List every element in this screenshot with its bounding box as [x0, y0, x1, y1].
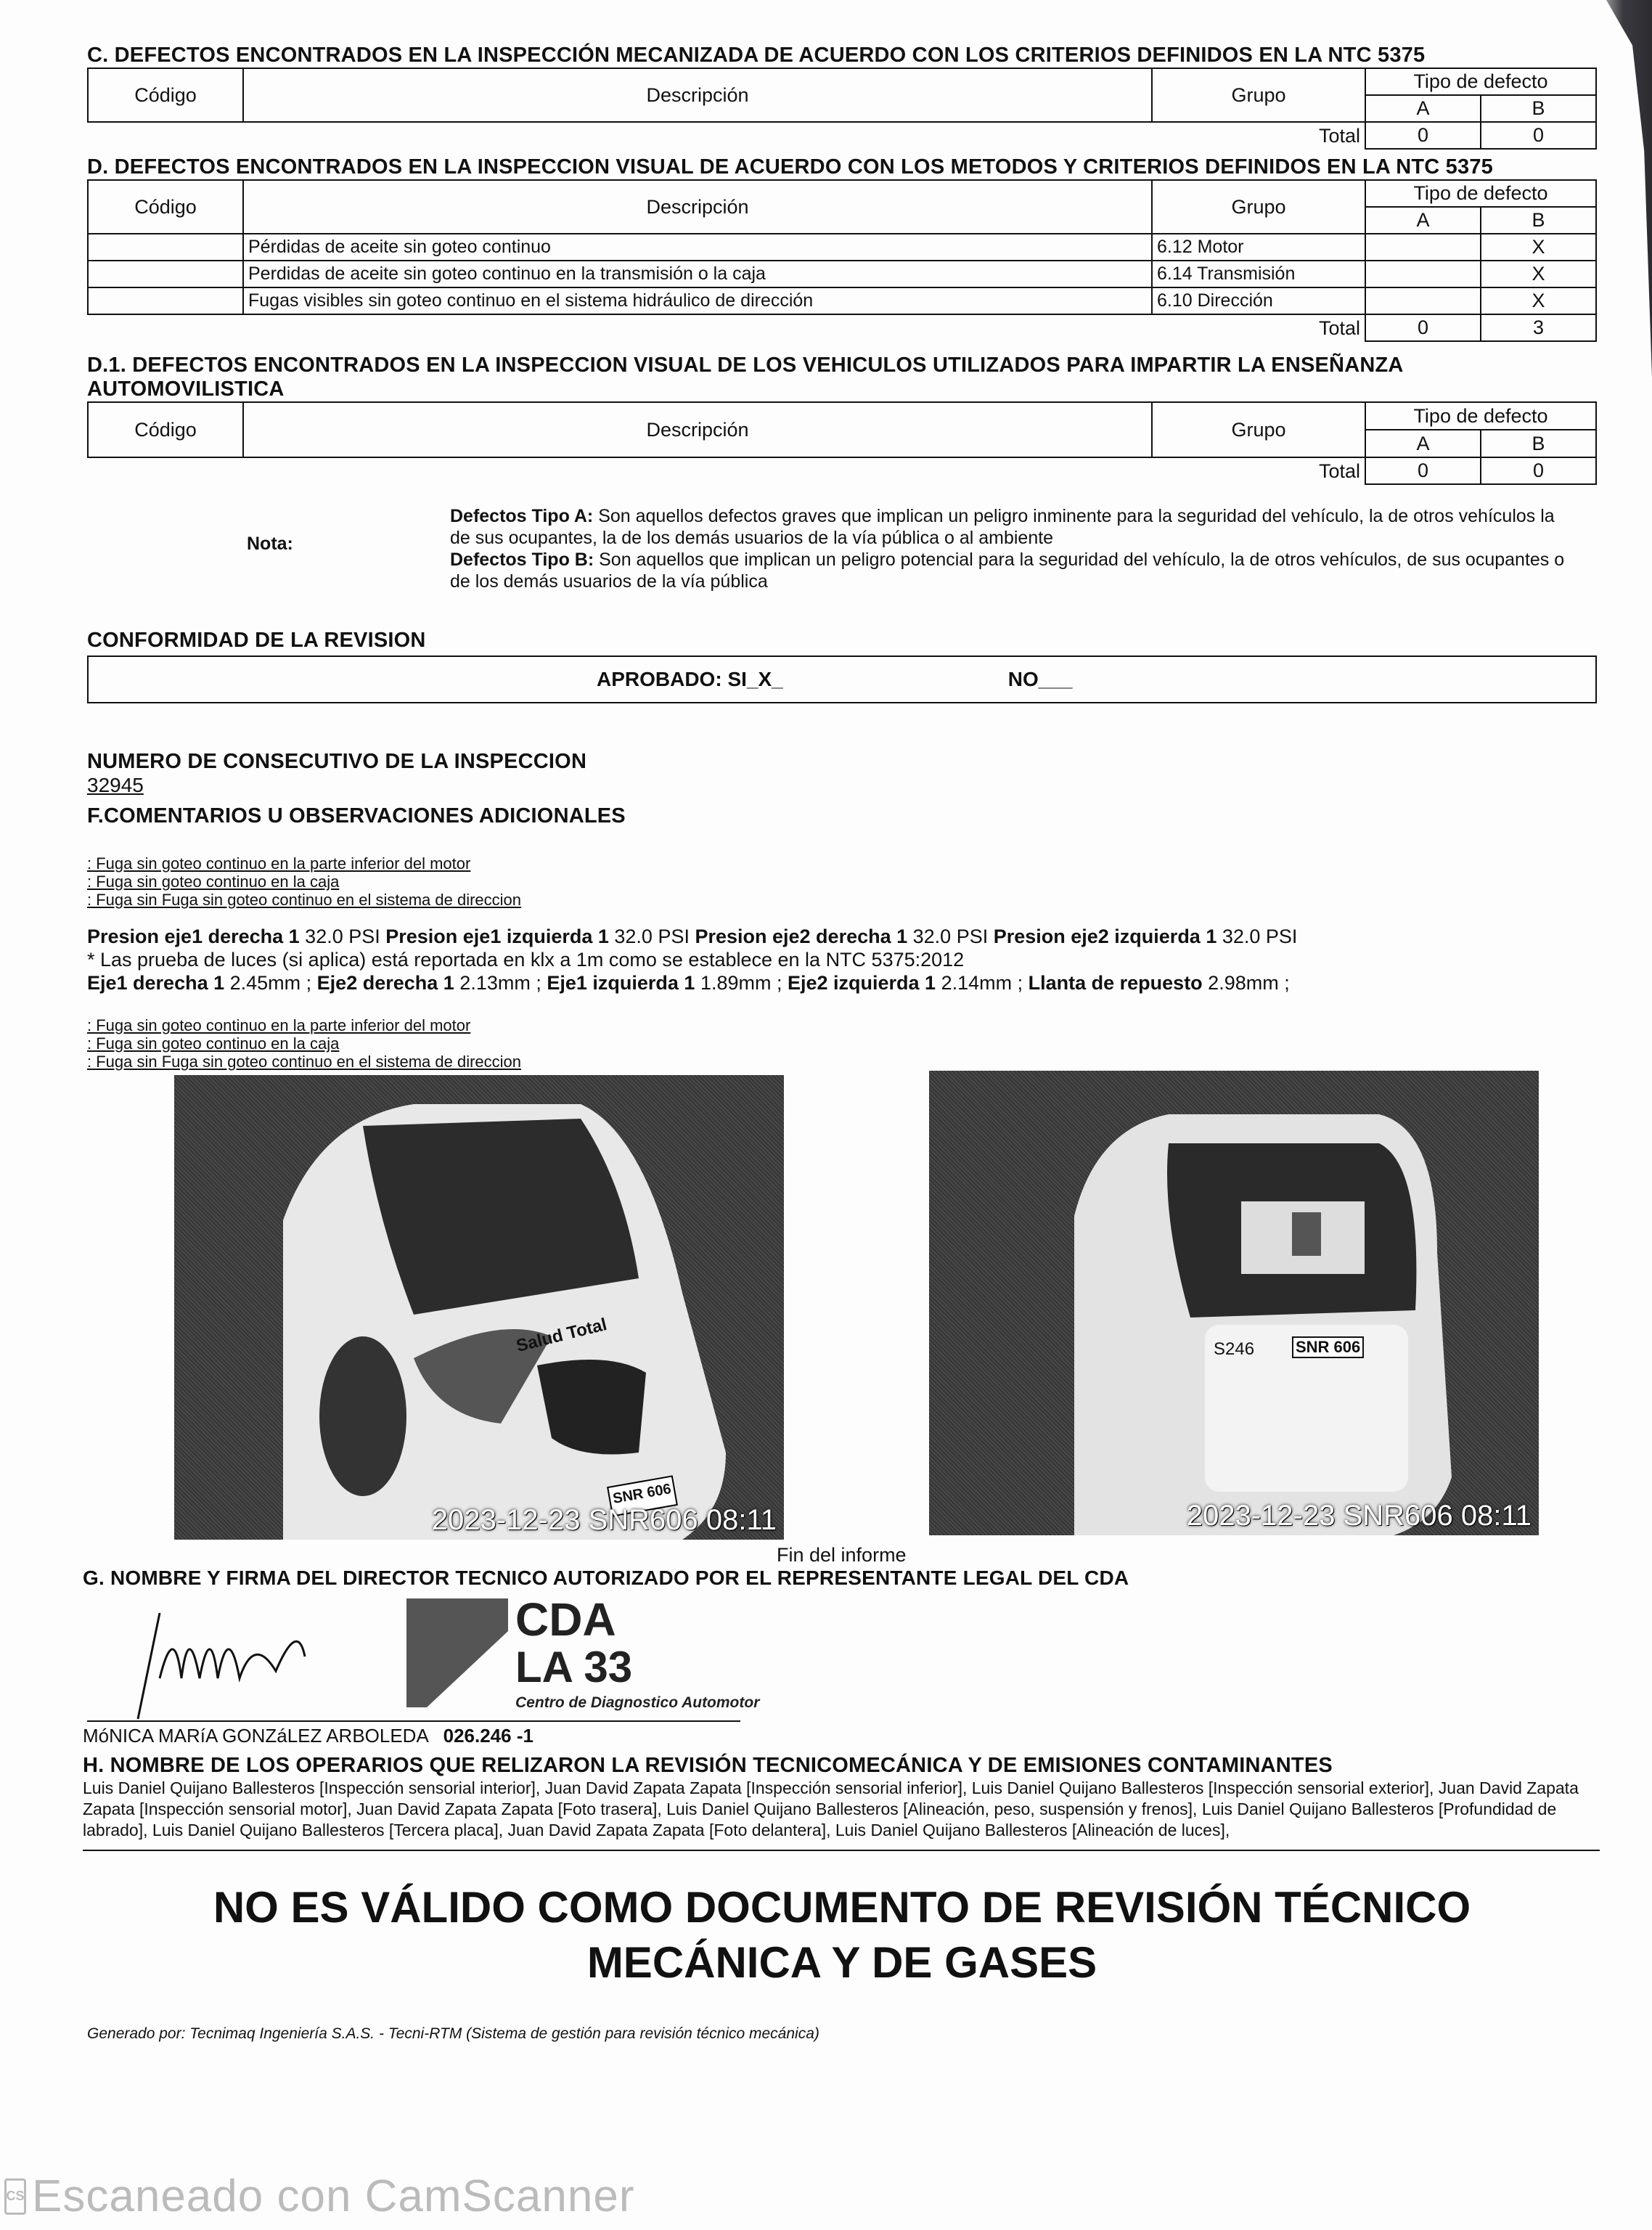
front-plate: SNR 606: [611, 1481, 673, 1507]
total-a: 0: [1365, 457, 1481, 484]
labrado-value: 2.45mm ;: [224, 972, 317, 994]
row-description: Fugas visibles sin goteo continuo en el sistema hidráulico de dirección: [243, 287, 1152, 314]
observation-item: : Fuga sin goteo continuo en la parte inferior del motor: [87, 854, 471, 873]
labrado-label: Eje1 izquierda 1: [547, 972, 695, 994]
total-b: 0: [1481, 457, 1596, 484]
tipo-a-label: Defectos Tipo A:: [450, 506, 594, 526]
rear-plate: SNR 606: [1292, 1336, 1364, 1358]
front-car-illustration: [174, 1075, 784, 1540]
front-brand-label: Salud Total: [514, 1314, 609, 1357]
header-type-b: B: [1481, 95, 1596, 122]
observation-item: : Fuga sin goteo continuo en la caja: [87, 1034, 340, 1053]
generated-by: Generado por: Tecnimaq Ingeniería S.A.S. - Tecni-RTM (Sistema de gestión para revisión técnico mecánica): [87, 2025, 819, 2042]
presion-value: 32.0 PSI: [299, 926, 386, 947]
section-d1-title: D.1. DEFECTOS ENCONTRADOS EN LA INSPECCION VISUAL DE LOS VEHICULOS UTILIZADOS PARA IMPARTIR LA ENSEÑANZA: [87, 354, 1404, 377]
invalid-document-warning: [87, 1880, 1597, 1990]
row-group: 6.14 Transmisión: [1152, 261, 1365, 287]
row-type-a: [1365, 261, 1481, 287]
labrado-label: Eje2 derecha 1: [316, 972, 454, 994]
total-b: 0: [1481, 122, 1596, 149]
observation-item: : Fuga sin Fuga sin goteo continuo en el sistema de direccion: [87, 891, 522, 909]
header-code: Código: [88, 180, 243, 234]
section-d-table: [87, 179, 1597, 342]
header-type-a: A: [1365, 430, 1481, 457]
rear-vehicle-photo: [929, 1071, 1539, 1535]
section-d1-table: [87, 401, 1597, 485]
conformidad-box: [87, 655, 1597, 703]
nota-tipo-b: [450, 549, 1568, 592]
row-description: Pérdidas de aceite sin goteo continuo: [243, 234, 1152, 261]
section-c-table: [87, 68, 1597, 150]
conformidad-title: CONFORMIDAD DE LA REVISION: [87, 629, 426, 652]
luces-note: * Las prueba de luces (si aplica) está reportada en klx a 1m como se establece en la NTC 5375:2012: [87, 949, 965, 971]
row-type-a: [1365, 234, 1481, 261]
presion-label: Presion eje2 izquierda 1: [993, 926, 1217, 947]
header-type-a: A: [1365, 207, 1481, 234]
comentarios-title: F.COMENTARIOS U OBSERVACIONES ADICIONALES: [87, 804, 626, 828]
warning-line-2: MECÁNICA Y DE GASES: [586, 1938, 1097, 1987]
header-defect-type: Tipo de defecto: [1365, 180, 1596, 207]
header-type-a: A: [1365, 95, 1481, 122]
rear-car-illustration: [929, 1071, 1539, 1535]
presion-label: Presion eje1 izquierda 1: [385, 926, 609, 947]
header-type-b: B: [1481, 430, 1596, 457]
total-a: 0: [1365, 122, 1481, 149]
header-group: Grupo: [1152, 180, 1365, 234]
row-code: [88, 287, 243, 314]
observations-list-2: [87, 1016, 1597, 1071]
header-group: Grupo: [1152, 402, 1365, 457]
header-defect-type: Tipo de defecto: [1365, 68, 1596, 95]
cda-stamp-subtitle: Centro de Diagnostico Automotor: [515, 1694, 760, 1711]
operarios-list: Luis Daniel Quijano Ballesteros [Inspección sensorial interior], Juan David Zapata Zapata [Inspección sensorial inferior], Luis Daniel Quijano Ballesteros [Inspección sensorial exterior], Juan David Zapata Zapata [Inspección sensorial motor], Juan David Zapata Zapata [Foto trasera], Luis Daniel Quijano Ballesteros [Alineación, peso, suspensión y frenos], Luis Daniel Quijano Ballesteros [Profundidad de labrado], Luis Daniel Quijano Ballesteros [Tercera placa], Juan David Zapata Zapata [Foto delantera], Luis Daniel Quijano Ballesteros [Alineación de luces],: [83, 1778, 1579, 1839]
header-description: Descripción: [243, 180, 1152, 234]
row-type-a: [1365, 287, 1481, 314]
presion-label: Presion eje2 derecha 1: [695, 926, 908, 947]
labrado-label: Eje1 derecha 1: [87, 972, 225, 994]
nota-block: [87, 505, 1597, 592]
header-code: Código: [88, 402, 243, 457]
operarios-title: H. NOMBRE DE LOS OPERARIOS QUE RELIZARON LA REVISIÓN TECNICOMECÁNICA Y DE EMISIONES CONTAMINANTES: [83, 1754, 1333, 1777]
header-defect-type: Tipo de defecto: [1365, 402, 1596, 430]
presion-value: 32.0 PSI: [608, 926, 695, 947]
consecutivo-title: NUMERO DE CONSECUTIVO DE LA INSPECCION: [87, 750, 587, 773]
measurements-block: [87, 925, 1597, 994]
presion-label: Presion eje1 derecha 1: [87, 926, 300, 947]
section-d-title: D. DEFECTOS ENCONTRADOS EN LA INSPECCION VISUAL DE ACUERDO CON LOS METODOS Y CRITERIOS DEFINIDOS EN LA NTC 5375: [87, 155, 1493, 179]
presion-line: [87, 925, 1597, 948]
labrado-label: Llanta de repuesto: [1028, 972, 1203, 994]
tipo-a-text: Son aquellos defectos graves que implican un peligro inminente para la seguridad del vehículo, la de otros vehículos la de sus ocupantes, la de los demás usuarios de la vía pública o al ambiente: [450, 506, 1555, 548]
camscanner-watermark: [4, 2170, 634, 2222]
front-photo-timestamp: 2023-12-23 SNR606 08:11: [431, 1504, 777, 1536]
row-group: 6.12 Motor: [1152, 234, 1365, 261]
signature-icon: [131, 1598, 377, 1720]
row-type-b: X: [1481, 234, 1596, 261]
total-b: 3: [1481, 314, 1596, 341]
row-description: Perdidas de aceite sin goteo continuo en la transmisión o la caja: [243, 261, 1152, 287]
director-name: MóNICA MARíA GONZáLEZ ARBOLEDA: [83, 1725, 428, 1747]
camscanner-text: Escaneado con CamScanner: [32, 2171, 635, 2221]
observation-item: : Fuga sin Fuga sin goteo continuo en el sistema de direccion: [87, 1053, 522, 1071]
header-type-b: B: [1481, 207, 1596, 234]
table-row: [88, 261, 1596, 287]
total-label: Total: [88, 457, 1365, 484]
table-row: [88, 287, 1596, 314]
nota-tipo-a: [450, 505, 1568, 549]
row-type-b: X: [1481, 287, 1596, 314]
header-description: Descripción: [243, 68, 1152, 122]
section-d1-title-cont: AUTOMOVILISTICA: [87, 377, 285, 401]
warning-line-1: NO ES VÁLIDO COMO DOCUMENTO DE REVISIÓN TÉCNICO: [213, 1883, 1471, 1932]
header-group: Grupo: [1152, 68, 1365, 122]
observation-item: : Fuga sin goteo continuo en la parte inferior del motor: [87, 1016, 471, 1034]
total-a: 0: [1365, 314, 1481, 341]
aprobado-no: NO___: [1007, 668, 1073, 690]
labrado-line: [87, 971, 1597, 994]
aprobado-si: APROBADO: SI_X_: [597, 668, 783, 690]
tipo-b-label: Defectos Tipo B:: [450, 550, 594, 570]
header-description: Descripción: [243, 402, 1152, 457]
photos-row: [87, 1075, 1597, 1547]
presion-value: 32.0 PSI: [1216, 926, 1298, 947]
table-row: [88, 234, 1596, 261]
header-code: Código: [88, 68, 243, 122]
cda-stamp-name: LA 33: [515, 1643, 633, 1691]
consecutivo-value: 32945: [87, 774, 144, 796]
tipo-b-text: Son aquellos que implican un peligro potencial para la seguridad del vehículo, la de otros vehículos, de sus ocupantes o de los demás usuarios de la vía pública: [450, 550, 1565, 592]
rear-unit-number: S246: [1214, 1339, 1255, 1359]
cda-stamp: [406, 1593, 760, 1722]
camscanner-logo-icon: CS: [4, 2178, 26, 2215]
total-label: Total: [88, 314, 1365, 341]
cda-logo-icon: [406, 1598, 508, 1707]
front-vehicle-photo: [174, 1075, 784, 1540]
observation-item: : Fuga sin goteo continuo en la caja: [87, 873, 340, 891]
fin-informe: Fin del informe: [777, 1544, 907, 1566]
rear-photo-timestamp: 2023-12-23 SNR606 08:11: [1186, 1500, 1532, 1532]
labrado-label: Eje2 izquierda 1: [787, 972, 936, 994]
director-name-line: [83, 1725, 533, 1747]
divider: [83, 1850, 1600, 1851]
firma-title: G. NOMBRE Y FIRMA DEL DIRECTOR TECNICO AUTORIZADO POR EL REPRESENTANTE LEGAL DEL CDA: [83, 1567, 1129, 1589]
labrado-value: 2.13mm ;: [454, 972, 547, 994]
signature-block: [83, 1567, 1597, 1748]
observations-list-1: [87, 854, 1597, 909]
presion-value: 32.0 PSI: [907, 926, 994, 947]
labrado-value: 2.98mm ;: [1202, 972, 1290, 994]
nota-label: Nota:: [247, 534, 293, 554]
total-label: Total: [88, 122, 1365, 149]
director-id: 026.246 -1: [443, 1725, 533, 1747]
row-code: [88, 261, 243, 287]
cda-stamp-title: CDA: [515, 1593, 616, 1646]
row-code: [88, 234, 243, 261]
labrado-value: 1.89mm ;: [695, 972, 788, 994]
labrado-value: 2.14mm ;: [936, 972, 1029, 994]
row-type-b: X: [1481, 261, 1596, 287]
inspection-report-page: [83, 44, 1597, 2043]
signature-line: [87, 1720, 740, 1722]
section-c-title: C. DEFECTOS ENCONTRADOS EN LA INSPECCIÓN MECANIZADA DE ACUERDO CON LOS CRITERIOS DEFINIDOS EN LA NTC 5375: [87, 44, 1426, 67]
row-group: 6.10 Dirección: [1152, 287, 1365, 314]
